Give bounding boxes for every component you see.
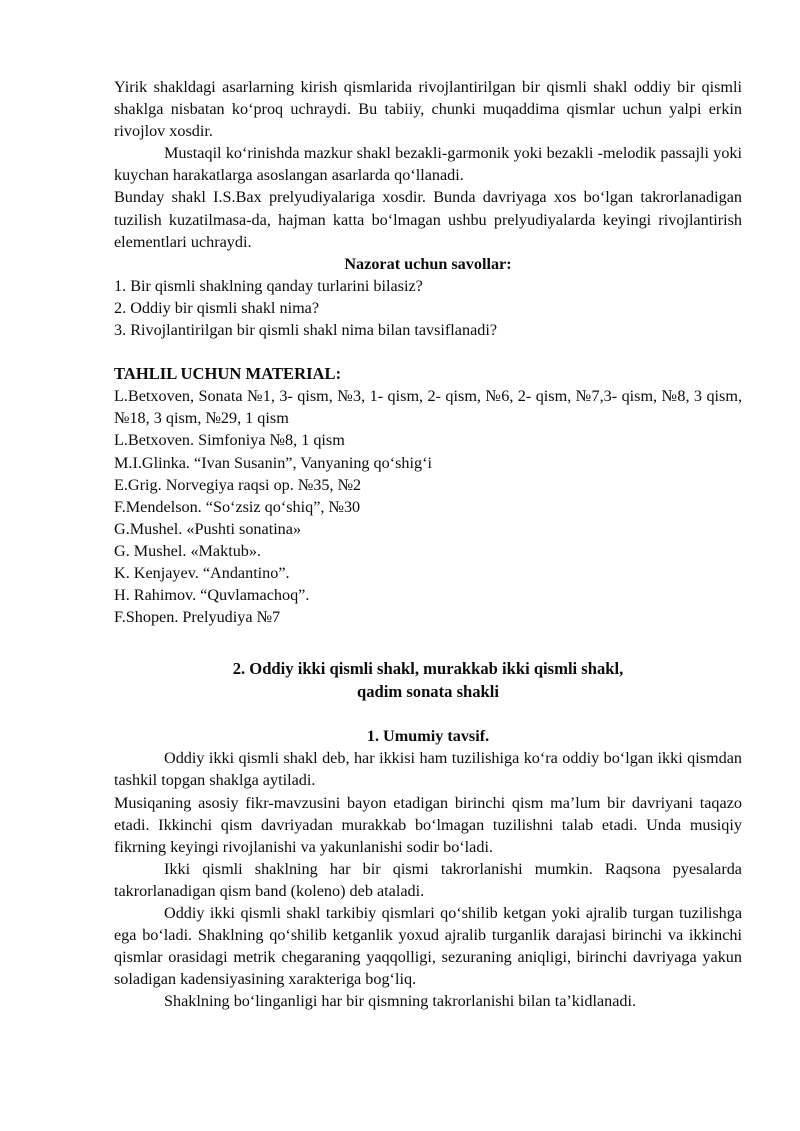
work-item-10: F.Shopen. Prelyudiya №7 (114, 608, 281, 627)
question-item-2: 2. Oddiy bir qismli shakl nima? (114, 298, 320, 317)
chapter-paragraph-3: Ikki qismli shaklning har bir qismi takrorlanishi mumkin. Raqsona pyesalarda takrorlanadigan qism band (koleno) deb ataladi. (114, 859, 742, 900)
chapter-paragraph-5: Shaklning boʻlinganligi har bir qismning takrorlanishi bilan taʼkidlanadi. (164, 992, 637, 1011)
work-item-5: F.Mendelson. “Soʻzsiz qoʻshiq”, №30 (114, 497, 361, 516)
chapter-paragraph-2: Musiqaning asosiy fikr-mavzusini bayon etadigan birinchi qism maʼlum bir davriyani taqazo etadi. Ikkinchi qism davriyadan murakkab boʻlmagan tuzilishni talab etadi. Unda musiqiy fikrning keyingi rivojlanishi va yakunlanishi sodir boʻladi. (114, 793, 742, 856)
work-item-1: L.Betxoven, Sonata №1, 3- qism, №3, 1- qism, 2- qism, №6, 2- qism, №7,3- qism, №8, 3 qism, №18, 3 qism, №29, 1 qism (114, 387, 742, 428)
material-heading: TAHLIL UCHUN MATERIAL: (114, 364, 342, 384)
chapter-title-line-2: qadim sonata shakli (356, 681, 500, 701)
paragraph-intro-three: Bunday shakl I.S.Bax prelyudiyalariga xosdir. Bunda davriyaga xos boʻlgan takrorlanadigan tuzilish kuzatilmasa-da, hajman katta boʻlmagan ushbu prelyudiyalarda keyingi rivojlantirish elementlari uchraydi. (114, 188, 742, 251)
spacer-before-chapter (114, 628, 742, 658)
work-item-6: G.Mushel. «Pushti sonatina» (114, 519, 302, 538)
paragraph-intro-two: Mustaqil koʻrinishda mazkur shakl bezakli-garmonik yoki bezakli -melodik passajli yoki kuychan harakatlarga asoslangan asarlarda qoʻllanadi. (114, 144, 742, 185)
chapter-paragraph-4: Oddiy ikki qismli shakl tarkibiy qismlari qoʻshilib ketgan yoki ajralib turgan tuzilishga ega boʻladi. Shaklning qoʻshilib ketganlik yoxud ajralib turganlik darajasi birinchi va ikkinchi qismlar orasidagi metrik chegaraning yaqqolligi, sezuraning aniqligi, birinchi davriyaga yakun soladigan kadensiyasining xarakteriga bogʻliq. (114, 904, 742, 989)
paragraph-intro-one: Yirik shakldagi asarlarning kirish qismlarida rivojlantirilgan bir qismli shakl oddiy bir qismli shaklga nisbatan koʻproq uchraydi. Bu tabiiy, chunki muqaddima qismlar uchun yalpi erkin rivojlov xosdir. (114, 78, 742, 141)
work-item-8: K. Kenjayev. “Andantino”. (114, 563, 290, 582)
spacer-before-material (114, 341, 742, 363)
spacer-before-subsection (114, 703, 742, 725)
work-item-2: L.Betxoven. Simfoniya №8, 1 qism (114, 431, 345, 450)
chapter-title-line-1: 2. Oddiy ikki qismli shakl, murakkab ikki qismli shakl, (232, 659, 624, 679)
questions-heading: Nazorat uchun savollar: (344, 254, 512, 273)
page-content (114, 76, 742, 1012)
question-item-3: 3. Rivojlantirilgan bir qismli shakl nima bilan tavsiflanadi? (114, 321, 498, 340)
work-item-3: M.I.Glinka. “Ivan Susanin”, Vanyaning qoʻshigʻi (114, 453, 433, 472)
subsection-heading: 1. Umumiy tavsif. (366, 727, 490, 746)
question-item-1: 1. Bir qismli shaklning qanday turlarini bilasiz? (114, 276, 423, 295)
chapter-paragraph-1: Oddiy ikki qismli shakl deb, har ikkisi ham tuzilishiga koʻra oddiy boʻlgan ikki qismdan tashkil topgan shaklga aytiladi. (114, 749, 742, 790)
work-item-9: H. Rahimov. “Quvlamachoq”. (114, 586, 310, 605)
work-item-4: E.Grig. Norvegiya raqsi op. №35, №2 (114, 475, 362, 494)
work-item-7: G. Mushel. «Maktub». (114, 541, 262, 560)
